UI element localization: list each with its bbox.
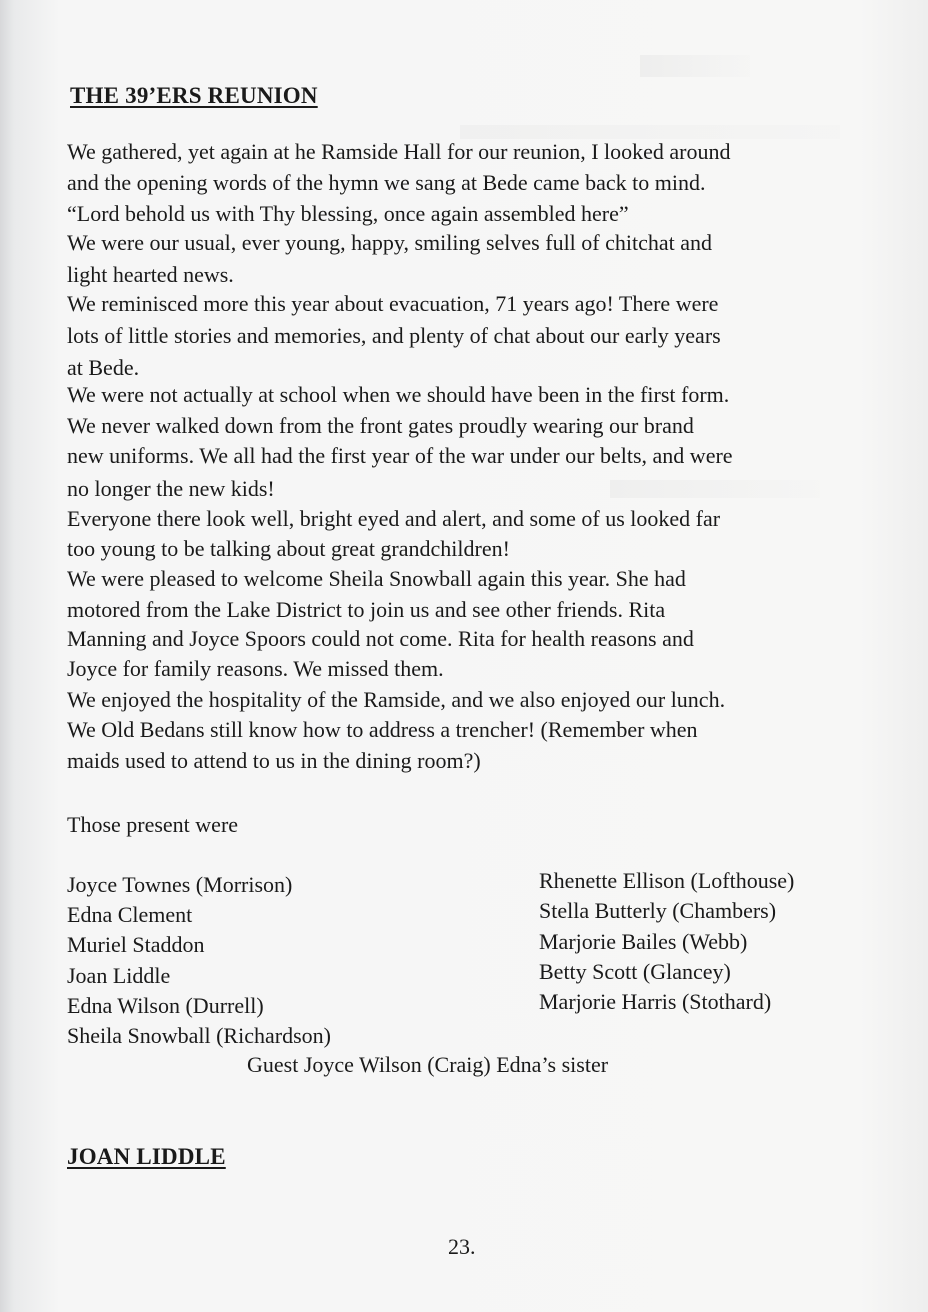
attendees-intro: Those present were — [67, 812, 239, 837]
body-line: Manning and Joyce Spoors could not come. Rita for health reasons and — [67, 626, 694, 651]
body-line: no longer the new kids! — [67, 476, 275, 501]
body-line: We reminisced more this year about evacuation, 71 years ago! There were — [67, 291, 719, 316]
body-line: We enjoyed the hospitality of the Ramside, and we also enjoyed our lunch. — [67, 687, 726, 712]
attendee-name: Betty Scott (Glancey) — [539, 959, 731, 984]
attendee-name: Joyce Townes (Morrison) — [67, 872, 293, 897]
body-line: at Bede. — [67, 355, 140, 380]
body-line: light hearted news. — [67, 262, 234, 287]
body-line: new uniforms. We all had the first year of the war under our belts, and were — [67, 443, 733, 468]
body-line: We never walked down from the front gates proudly wearing our brand — [67, 413, 694, 438]
body-line: We Old Bedans still know how to address a trencher! (Remember when — [67, 717, 698, 742]
guest-line: Guest Joyce Wilson (Craig) Edna’s sister — [247, 1052, 609, 1077]
body-line: We were pleased to welcome Sheila Snowball again this year. She had — [67, 566, 686, 591]
show-through-smudge — [610, 480, 820, 498]
attendee-name: Edna Wilson (Durrell) — [67, 993, 264, 1018]
page-number: 23. — [448, 1234, 476, 1259]
body-line: We were not actually at school when we should have been in the first form. — [67, 382, 730, 407]
attendee-name: Rhenette Ellison (Lofthouse) — [539, 868, 795, 893]
attendee-name: Edna Clement — [67, 902, 193, 927]
attendee-name: Muriel Staddon — [67, 932, 205, 957]
attendee-name: Marjorie Harris (Stothard) — [539, 989, 772, 1014]
attendee-name: Stella Butterly (Chambers) — [539, 898, 777, 923]
attendee-name: Sheila Snowball (Richardson) — [67, 1023, 331, 1048]
body-line: motored from the Lake District to join us and see other friends. Rita — [67, 597, 666, 622]
body-line: and the opening words of the hymn we sang at Bede came back to mind. — [67, 170, 706, 195]
author-signature: JOAN LIDDLE — [67, 1144, 226, 1169]
section-heading: THE 39’ERS REUNION — [70, 83, 318, 108]
body-line: lots of little stories and memories, and plenty of chat about our early years — [67, 323, 721, 348]
attendee-name: Joan Liddle — [67, 963, 171, 988]
body-line: Joyce for family reasons. We missed them. — [67, 656, 444, 681]
body-line: Everyone there look well, bright eyed and alert, and some of us looked far — [67, 506, 721, 531]
body-line: We gathered, yet again at he Ramside Hall for our reunion, I looked around — [67, 139, 731, 164]
body-line: “Lord behold us with Thy blessing, once again assembled here” — [67, 201, 629, 226]
attendee-name: Marjorie Bailes (Webb) — [539, 929, 748, 954]
show-through-smudge — [460, 125, 840, 139]
body-line: We were our usual, ever young, happy, smiling selves full of chitchat and — [67, 230, 713, 255]
body-line: too young to be talking about great grandchildren! — [67, 536, 510, 561]
show-through-smudge — [640, 55, 750, 77]
body-line: maids used to attend to us in the dining room?) — [67, 748, 481, 773]
